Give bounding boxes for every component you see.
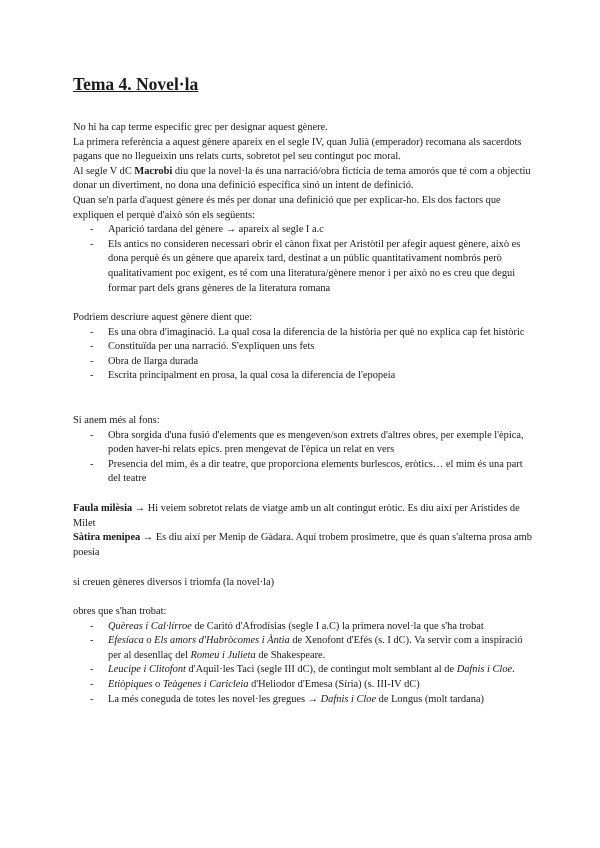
- list-item: - Aparició tardana del gènere → apareix al segle I a.c: [90, 224, 324, 236]
- list-item: - Efesíaca o Els amors d'Habròcomes i Àntia de Xenofont d'Efés (s. I dC). Va servir com a inspiració per al desenllaç del Romeu i Julieta de Shakespeare.: [90, 635, 523, 661]
- list-item: - Es una obra d'imaginació. La qual cosa la diferencia de la història per què no explica cap fet històric: [90, 326, 525, 338]
- works-lead: obres que s'han trobat:: [73, 606, 167, 617]
- intro-paragraph-2: La primera referència a aquest gènere apareix en el segle IV, quan Julià (emperador) recomana als sacerdots pagans que no llegueixin uns relats curts, sobretot pel seu contingut poc moral.: [73, 136, 522, 163]
- describe-list: [73, 326, 533, 384]
- list-item: - Obra de llarga durada: [90, 355, 199, 367]
- definitions-section: [73, 502, 533, 560]
- intro-paragraph-4: Quan se'n parla d'aquest gènere és més per donar una definició que per explicar-ho. Els dos factors que expliquen el perquè d'això són els següents:: [73, 194, 501, 221]
- works-section: [73, 605, 533, 707]
- intro-paragraph-3: Al segle V dC Macrobi diu que la novel·la és una narració/obra fictícia de tema amorós que té com a objectiu donar un divertiment, no dona una definició específica sinó un intent de definició.: [73, 165, 531, 192]
- further-list: [73, 429, 533, 487]
- macrobi-name: Macrobi: [134, 165, 173, 177]
- describe-section: [73, 311, 533, 384]
- intro-list: [73, 223, 533, 296]
- faula-milesia-definition: Faula milèsia → Hi veiem sobretot relats de viatge amb un alt contingut eròtic. Es diu així per Arístides de Milet: [73, 503, 520, 529]
- genres-section: [73, 576, 533, 591]
- list-item: - Quèreas i Cal·lírroe de Caritó d'Afrodísias (segle I a.C) la primera novel·la que s'ha trobat: [90, 620, 484, 632]
- list-item: - Constituïda per una narració. S'expliquen uns fets: [90, 341, 315, 353]
- list-item: - Etiòpiques o Teàgenes i Caricleia d'Heliodor d'Emesa (Síria) (s. III-IV dC): [90, 678, 420, 690]
- genres-line: si creuen gèneres diversos i triomfa (la novel·la): [73, 577, 275, 588]
- list-item: - Escrita principalment en prosa, la qual cosa la diferencia de l'epopeia: [90, 370, 396, 382]
- list-item: - Leucipe i Clitofont d'Aquil·les Taci (segle III dC), de contingut molt semblant al de Dafnis i Cloe.: [90, 664, 515, 676]
- intro-section: [73, 121, 533, 296]
- describe-lead: Podriem descriure aquest gènere dient que:: [73, 312, 253, 323]
- satira-menipea-definition: Sàtira menipea → Es diu així per Menip de Gàdara. Aquí trobem prosimetre, que és quan s'alterna prosa amb poesia: [73, 532, 532, 558]
- satira-menipea-term: Sàtira menipea: [73, 532, 141, 544]
- list-item: - La més coneguda de totes les novel·les gregues → Dafnis i Cloe de Longus (molt tardana): [90, 693, 484, 705]
- works-list: [73, 620, 533, 708]
- intro-paragraph-1: No hi ha cap terme específic grec per designar aquest gènere.: [73, 122, 328, 133]
- further-lead: Si anem més al fons:: [73, 415, 160, 426]
- list-item: - Presencia del mim, és a dir teatre, que proporciona elements burlescos, eròtics… el mim és una part del teatre: [90, 458, 523, 485]
- faula-milesia-term: Faula milèsia: [73, 503, 133, 514]
- list-item: - Obra sorgida d'una fusió d'elements que es mengeven/son extrets d'altres obres, per exemple l'èpica, poden haver-hi relats epics. pren mengevat de l'èpica un relat en vers: [90, 429, 524, 456]
- list-item: - Els antics no consideren necessari obrir el cànon fixat per Aristòtil per afegir aquest gènere, això es dona perquè és un gènere que apareix tard, destinat a un públic quantitativament nombrós però qualitativament poc exigent, es té com una literatura/gènere menor i per això no es creu que degui formar part dels grans gèneres de la literatura romana: [90, 238, 521, 294]
- page-title: Tema 4. Novel·la: [73, 74, 199, 94]
- further-section: [73, 414, 533, 487]
